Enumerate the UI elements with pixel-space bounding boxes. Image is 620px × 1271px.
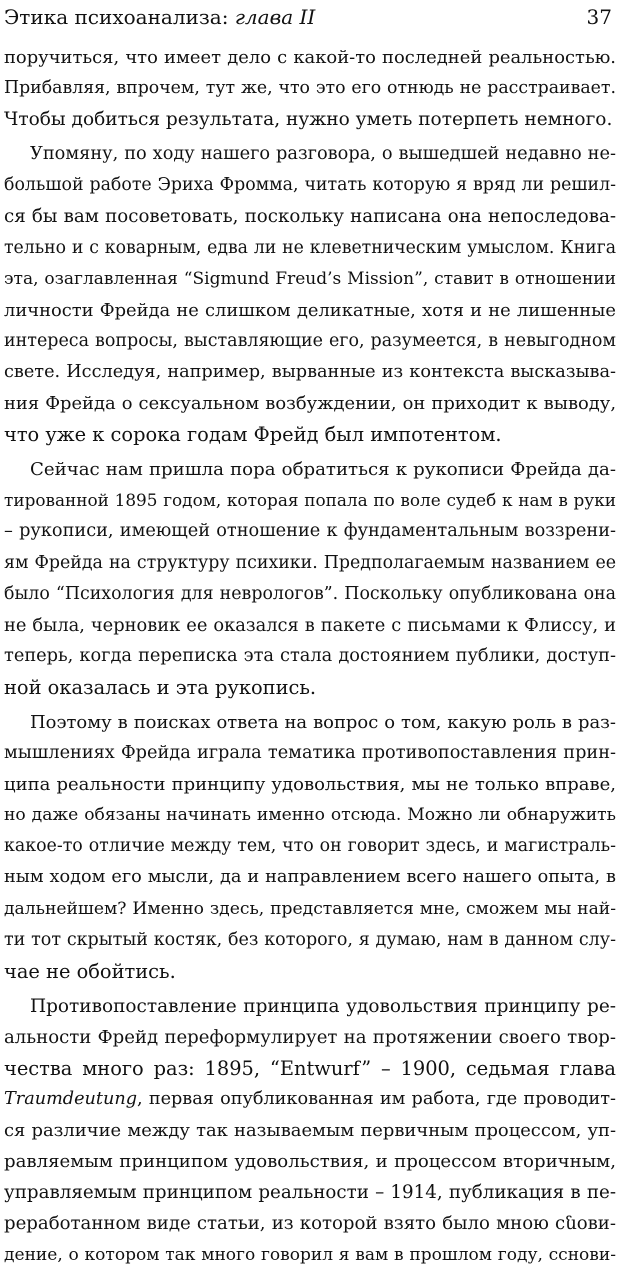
running-title bbox=[4, 2, 315, 32]
text-line: ся бы вам посоветовать, поскольку написана она непоследова- bbox=[4, 206, 616, 228]
text-line: дение, о котором так много говорил я вам в прошлом году, сснови- bbox=[4, 1244, 616, 1265]
text-line: свете. Исследуя, например, вырванные из контекста высказыва- bbox=[4, 361, 616, 382]
text-line: было “Психология для неврологов”. Поскольку опубликована она bbox=[4, 583, 616, 604]
paragraph bbox=[4, 139, 616, 450]
text-line: равляемым принципом удовольствия, и процессом вторичным, bbox=[4, 1151, 616, 1173]
text-line: эта, озаглавленная “Sigmund Freud’s Mission”, ставит в отношении bbox=[4, 268, 616, 289]
text-line: что уже к сорока годам Фрейд был импотентом. bbox=[4, 423, 502, 447]
text-line: чае не обойтись. bbox=[4, 959, 176, 983]
paragraph bbox=[4, 42, 616, 135]
page-number: 37 bbox=[586, 5, 612, 29]
text-line: Сейчас нам пришла пора обратиться к рукописи Фрейда да- bbox=[30, 459, 616, 481]
running-title-chapter: глава II bbox=[234, 5, 316, 29]
text-line: мышлениях Фрейда играла тематика противопоставления прин- bbox=[4, 743, 616, 764]
paragraph bbox=[4, 454, 616, 703]
text-line: ся различие между так называемым первичным процессом, уп- bbox=[4, 1120, 616, 1142]
paragraph bbox=[4, 707, 616, 987]
text-line: большой работе Эриха Фромма, читать которую я вряд ли решил- bbox=[4, 175, 616, 196]
text-line: управляемым принципом реальности – 1914, публикация в пе- bbox=[4, 1182, 616, 1204]
text-line: Противопоставление принципа удовольствия принципу ре- bbox=[30, 995, 616, 1017]
text-line: ной оказалась и эта рукопись. bbox=[4, 675, 317, 699]
text-line: личности Фрейда не слишком деликатные, хотя и не лишенные bbox=[4, 299, 616, 321]
text-line: Поэтому в поисках ответа на вопрос о том, какую роль в раз- bbox=[30, 711, 616, 733]
text-line: ям Фрейда на структуру психики. Предполагаемым названием ее bbox=[4, 552, 616, 573]
text-line: ным ходом его мысли, да и направлением всего нашего опыта, в bbox=[4, 867, 616, 888]
italic-title: Traumdeutung bbox=[4, 1089, 138, 1110]
text-line: интереса вопросы, выставляющие его, разумеется, в невыгодном bbox=[4, 330, 616, 351]
text-line: Чтобы добиться результата, нужно уметь потерпеть немного. bbox=[4, 109, 613, 131]
text-line: теперь, когда переписка эта стала достоянием публики, доступ- bbox=[4, 645, 616, 666]
text-line: чества много раз: 1895, “Entwurf” – 1900, седьмая глава bbox=[4, 1057, 616, 1080]
text-line: тированной 1895 годом, которая попала по воле судеб к нам в руки bbox=[4, 490, 616, 511]
page-header bbox=[4, 2, 612, 36]
paragraph bbox=[4, 991, 616, 1271]
text-line: дальнейшем? Именно здесь, представляется мне, сможем мы най- bbox=[4, 898, 616, 919]
text-line: реработанном виде статьи, из которой взято было мною сնови- bbox=[4, 1213, 616, 1235]
text-line: ния Фрейда о сексуальном возбуждении, он приходит к выводу, bbox=[4, 393, 616, 415]
text-line: ципа реальности принципу удовольствия, мы не только вправе, bbox=[4, 774, 616, 796]
text-line: но даже обязаны начинать именно отсюда. Можно ли обнаружить bbox=[4, 805, 616, 826]
running-title-text: Этика психоанализа: bbox=[4, 5, 235, 29]
body-text bbox=[4, 42, 616, 1271]
text-line: – рукописи, имеющей отношение к фундаментальным воззрени- bbox=[4, 521, 616, 542]
text-line: ти тот скрытый костяк, без которого, я думаю, нам в данном слу- bbox=[4, 929, 616, 950]
text-line: альности Фрейд переформулирует на протяжении своего твор- bbox=[4, 1026, 616, 1048]
text-line: тельно и с коварным, едва ли не клеветническим умыслом. Книга bbox=[4, 237, 616, 258]
text-line: поручиться, что имеет дело с какой-то последней реальностью. bbox=[4, 47, 616, 68]
text-line: Упомяну, по ходу нашего разговора, о вышедшей недавно не- bbox=[30, 144, 616, 165]
text-line: Прибавляя, впрочем, тут же, что это его отнюдь не расстраивает. bbox=[4, 78, 616, 99]
text-line: какое-то отличие между тем, что он говорит здесь, и магистраль- bbox=[4, 836, 616, 857]
text-line: Traumdeutung, первая опубликованная им работа, где проводит- bbox=[4, 1089, 616, 1110]
text-line: не была, черновик ее оказался в пакете с письмами к Флиссу, и bbox=[4, 614, 616, 636]
